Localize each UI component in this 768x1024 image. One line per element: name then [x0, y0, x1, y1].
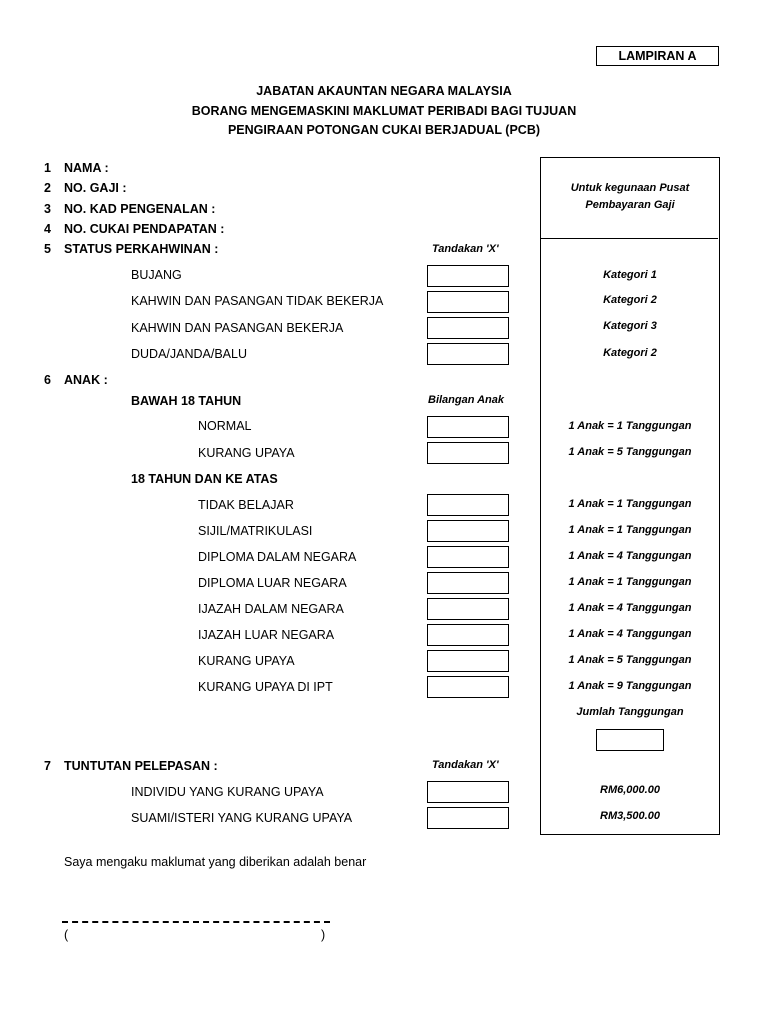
status-duda-janda-balu: DUDA/JANDA/BALU: [131, 347, 247, 361]
status-bujang: BUJANG: [131, 268, 182, 282]
note-kahwin-tidak-bekerja: Kategori 2: [603, 294, 657, 306]
jumlah-tanggungan-input[interactable]: [596, 729, 664, 751]
input-anak-kurang-upaya-di-ipt[interactable]: [427, 676, 509, 698]
office-use-heading-1: Untuk kegunaan Pusat: [570, 182, 690, 194]
checkbox-tuntutan-individu[interactable]: [427, 781, 509, 803]
declaration-text: Saya mengaku maklumat yang diberikan adalah benar: [64, 855, 367, 869]
note-anak-ijazah-luar-negara: 1 Anak = 4 Tanggungan: [568, 628, 692, 640]
field-num-2: 2: [44, 181, 51, 195]
field-num-6: 6: [44, 373, 51, 387]
status-kahwin-bekerja: KAHWIN DAN PASANGAN BEKERJA: [131, 321, 344, 335]
note-tuntutan-individu: RM6,000.00: [600, 784, 660, 796]
anak-kurang-upaya-bawah-18: KURANG UPAYA: [198, 446, 295, 460]
input-anak-ijazah-luar-negara[interactable]: [427, 624, 509, 646]
input-anak-sijil-matrikulasi[interactable]: [427, 520, 509, 542]
input-anak-kurang-upaya[interactable]: [427, 650, 509, 672]
anak-bawah-18: BAWAH 18 TAHUN: [131, 394, 242, 408]
tandakan-label-7: Tandakan 'X': [432, 759, 499, 771]
field-no-gaji: NO. GAJI :: [64, 181, 127, 195]
checkbox-bujang[interactable]: [427, 265, 509, 287]
signature-line[interactable]: [62, 921, 330, 923]
input-anak-kurang-upaya-bawah-18[interactable]: [427, 442, 509, 464]
anak-tidak-belajar: TIDAK BELAJAR: [198, 498, 294, 512]
checkbox-kahwin-tidak-bekerja[interactable]: [427, 291, 509, 313]
header-line-1: JABATAN AKAUNTAN NEGARA MALAYSIA: [256, 84, 512, 98]
note-duda-janda-balu: Kategori 2: [603, 347, 657, 359]
note-anak-kurang-upaya-di-ipt: 1 Anak = 9 Tanggungan: [568, 680, 692, 692]
field-status-perkahwinan: STATUS PERKAHWINAN :: [64, 242, 219, 256]
note-anak-kurang-upaya-bawah-18: 1 Anak = 5 Tanggungan: [568, 446, 692, 458]
checkbox-tuntutan-suami-isteri[interactable]: [427, 807, 509, 829]
input-anak-ijazah-dalam-negara[interactable]: [427, 598, 509, 620]
note-anak-sijil-matrikulasi: 1 Anak = 1 Tanggungan: [568, 524, 692, 536]
input-anak-diploma-dalam-negara[interactable]: [427, 546, 509, 568]
field-num-7: 7: [44, 759, 51, 773]
field-num-5: 5: [44, 242, 51, 256]
signature-open-paren: (: [64, 928, 69, 942]
field-cukai-pendapatan: NO. CUKAI PENDAPATAN :: [64, 222, 225, 236]
anak-sijil-matrikulasi: SIJIL/MATRIKULASI: [198, 524, 313, 538]
note-anak-normal: 1 Anak = 1 Tanggungan: [568, 420, 692, 432]
field-num-3: 3: [44, 202, 51, 216]
note-anak-diploma-dalam-negara: 1 Anak = 4 Tanggungan: [568, 550, 692, 562]
anak-diploma-dalam-negara: DIPLOMA DALAM NEGARA: [198, 550, 357, 564]
anak-kurang-upaya-di-ipt: KURANG UPAYA DI IPT: [198, 680, 333, 694]
anak-ijazah-luar-negara: IJAZAH LUAR NEGARA: [198, 628, 335, 642]
field-num-4: 4: [44, 222, 51, 236]
tandakan-label: Tandakan 'X': [432, 243, 499, 255]
status-kahwin-tidak-bekerja: KAHWIN DAN PASANGAN TIDAK BEKERJA: [131, 294, 384, 308]
field-anak: ANAK :: [64, 373, 108, 387]
office-use-heading-box: [540, 157, 718, 239]
bilangan-anak-label: Bilangan Anak: [428, 394, 504, 406]
anak-ijazah-dalam-negara: IJAZAH DALAM NEGARA: [198, 602, 344, 616]
input-anak-diploma-luar-negara[interactable]: [427, 572, 509, 594]
tuntutan-suami-isteri: SUAMI/ISTERI YANG KURANG UPAYA: [131, 811, 353, 825]
note-tuntutan-suami-isteri: RM3,500.00: [600, 810, 660, 822]
anak-kurang-upaya: KURANG UPAYA: [198, 654, 295, 668]
field-num-1: 1: [44, 161, 51, 175]
field-kad-pengenalan: NO. KAD PENGENALAN :: [64, 202, 216, 216]
note-anak-diploma-luar-negara: 1 Anak = 1 Tanggungan: [568, 576, 692, 588]
lampiran-label: LAMPIRAN A: [596, 46, 719, 66]
jumlah-tanggungan-label: Jumlah Tanggungan: [576, 706, 684, 718]
tuntutan-individu: INDIVIDU YANG KURANG UPAYA: [131, 785, 324, 799]
checkbox-duda-janda-balu[interactable]: [427, 343, 509, 365]
header-line-3: PENGIRAAN POTONGAN CUKAI BERJADUAL (PCB): [227, 123, 541, 137]
note-anak-tidak-belajar: 1 Anak = 1 Tanggungan: [568, 498, 692, 510]
signature-close-paren: ): [321, 928, 326, 942]
anak-normal: NORMAL: [198, 419, 252, 433]
header-line-2: BORANG MENGEMASKINI MAKLUMAT PERIBADI BAGI TUJUAN: [191, 104, 577, 118]
note-kahwin-bekerja: Kategori 3: [603, 320, 657, 332]
input-anak-tidak-belajar[interactable]: [427, 494, 509, 516]
field-nama: NAMA :: [64, 161, 109, 175]
anak-18-ke-atas: 18 TAHUN DAN KE ATAS: [131, 472, 278, 486]
anak-diploma-luar-negara: DIPLOMA LUAR NEGARA: [198, 576, 347, 590]
note-anak-kurang-upaya: 1 Anak = 5 Tanggungan: [568, 654, 692, 666]
office-use-heading-2: Pembayaran Gaji: [585, 199, 675, 211]
field-tuntutan-pelepasan: TUNTUTAN PELEPASAN :: [64, 759, 218, 773]
input-anak-normal[interactable]: [427, 416, 509, 438]
note-bujang: Kategori 1: [603, 269, 657, 281]
note-anak-ijazah-dalam-negara: 1 Anak = 4 Tanggungan: [568, 602, 692, 614]
checkbox-kahwin-bekerja[interactable]: [427, 317, 509, 339]
